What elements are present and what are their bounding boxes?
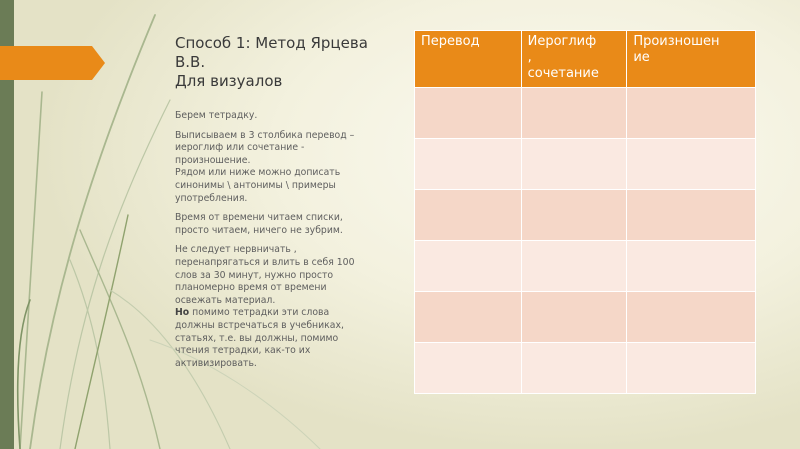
column-header-hieroglyph <box>521 31 627 88</box>
text-line: чтения тетрадки, как-то их <box>175 345 311 357</box>
column-header-translation <box>415 31 522 88</box>
table-header-row <box>415 31 756 88</box>
text-line: слов за 30 минут, нужно просто <box>175 269 334 281</box>
table-cell[interactable] <box>627 190 756 241</box>
table-cell[interactable] <box>415 241 522 292</box>
table-row <box>415 88 756 139</box>
table-row <box>415 190 756 241</box>
paragraph <box>175 212 400 237</box>
text-line: Рядом или ниже можно дописать <box>175 167 341 179</box>
table-cell[interactable] <box>521 343 627 394</box>
text-line: Время от времени читаем списки, <box>175 212 343 224</box>
table-cell[interactable] <box>627 241 756 292</box>
header-line: Иероглиф <box>527 34 597 49</box>
table-cell[interactable] <box>627 88 756 139</box>
table-cell[interactable] <box>415 139 522 190</box>
paragraph <box>175 130 400 206</box>
text-line: Не следует нервничать , <box>175 244 297 256</box>
text-line: активизировать. <box>175 357 257 369</box>
paragraph <box>175 244 400 370</box>
text-line: статьях, т.е. вы должны, помимо <box>175 332 339 344</box>
title-line: Для визуалов <box>175 72 283 90</box>
header-line: , <box>527 50 532 65</box>
header-line: Перевод <box>421 34 480 49</box>
text-line: должны встречаться в учебниках, <box>175 319 344 331</box>
header-line: ие <box>633 50 650 65</box>
text-line: употребления. <box>175 192 248 204</box>
bold-word: Но <box>175 307 190 319</box>
title-line: Способ 1: Метод Ярцева <box>175 34 368 52</box>
table-cell[interactable] <box>521 292 627 343</box>
title-line: В.В. <box>175 53 206 71</box>
table-cell[interactable] <box>627 292 756 343</box>
text-line: Выписываем в 3 столбика перевод – <box>175 129 355 141</box>
table-cell[interactable] <box>415 292 522 343</box>
table-cell[interactable] <box>415 343 522 394</box>
header-line: Произношен <box>633 34 720 49</box>
table-cell[interactable] <box>627 343 756 394</box>
table-cell[interactable] <box>521 88 627 139</box>
slide-body-text <box>175 110 400 377</box>
accent-arrow-bar <box>0 46 92 80</box>
table-row <box>415 139 756 190</box>
text-line: просто читаем, ничего не зубрим. <box>175 224 343 236</box>
text-line: помимо тетрадки эти слова <box>189 307 330 319</box>
vocabulary-table <box>414 30 756 394</box>
text-line: синонимы \ антонимы \ примеры <box>175 179 336 191</box>
slide-title <box>175 34 395 91</box>
column-header-pronunciation <box>627 31 756 88</box>
text-line: иероглиф или сочетание - <box>175 142 305 154</box>
text-line: освежать материал. <box>175 294 276 306</box>
text-line: планомерно время от времени <box>175 282 327 294</box>
table-row <box>415 292 756 343</box>
text-line: перенапрягаться и влить в себя 100 <box>175 256 355 268</box>
table-cell[interactable] <box>521 241 627 292</box>
table-row <box>415 241 756 292</box>
paragraph <box>175 110 400 123</box>
accent-arrow-tip <box>92 46 105 80</box>
table-cell[interactable] <box>415 190 522 241</box>
table-cell[interactable] <box>521 190 627 241</box>
table-cell[interactable] <box>415 88 522 139</box>
table-cell[interactable] <box>521 139 627 190</box>
table-row <box>415 343 756 394</box>
text-line: Берем тетрадку. <box>175 110 258 121</box>
table-cell[interactable] <box>627 139 756 190</box>
header-line: сочетание <box>527 66 599 81</box>
text-line: произношение. <box>175 154 251 166</box>
